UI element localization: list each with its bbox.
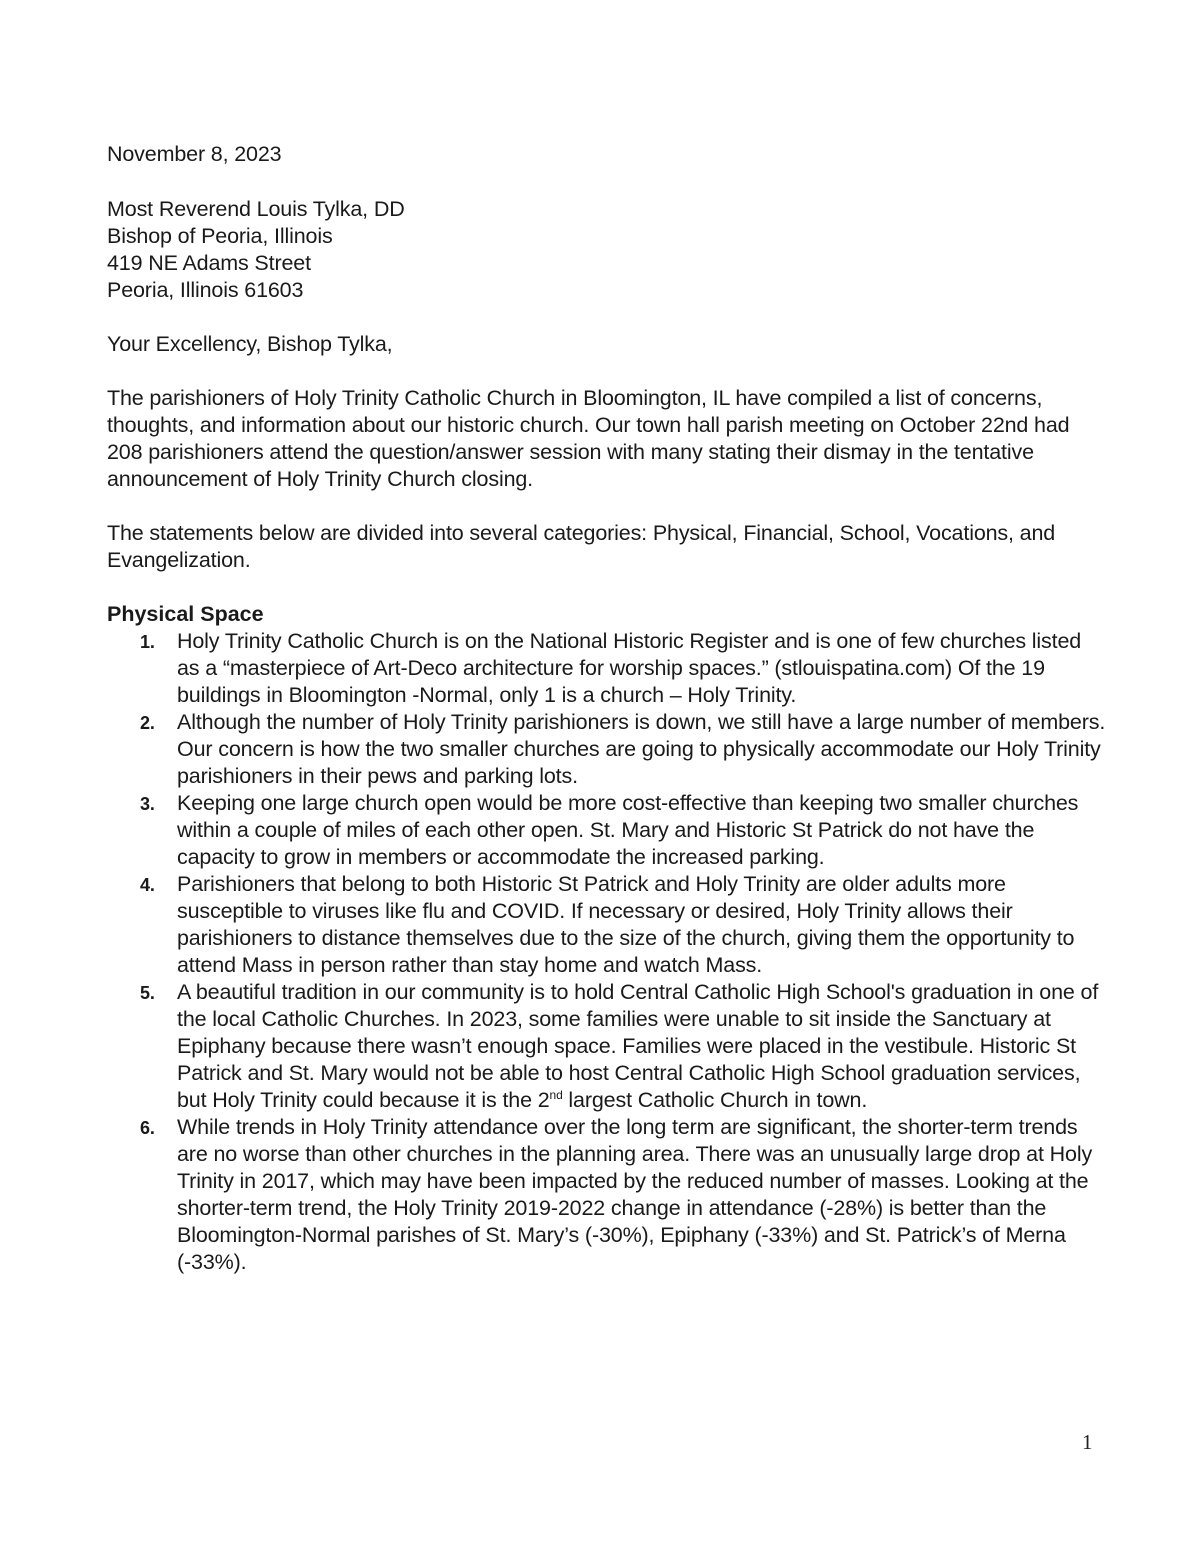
list-item-text-part: largest Catholic Church in town.: [562, 1088, 868, 1112]
section-heading-physical-space: Physical Space: [107, 602, 264, 626]
recipient-city: Peoria, Illinois 61603: [107, 278, 304, 302]
list-item-text-part: A beautiful tradition in our community is to hold Central Catholic High School's graduation in one of the local Catholic Churches. In 2023, some families were unable to sit inside the Sanctuary at Epiphany because there wasn’t enough space. Families were placed in the vestibule. Historic St Patrick and St. Mary would not be able to host Central Catholic High School graduation services, but Holy Trinity could because it is the 2: [177, 980, 1099, 1112]
list-item: [107, 979, 1107, 1114]
list-item-text: [177, 979, 1107, 1114]
intro-paragraph: The parishioners of Holy Trinity Catholic Church in Bloomington, IL have compiled a list of concerns, thoughts, and information about our historic church. Our town hall parish meeting on October 22nd had 208 parishioners attend the question/answer session with many stating their dismay in the tentative announcement of Holy Trinity Church closing.: [107, 386, 1070, 491]
recipient-title: Bishop of Peoria, Illinois: [107, 224, 333, 248]
list-item-text: Parishioners that belong to both Historic St Patrick and Holy Trinity are older adults more susceptible to viruses like flu and COVID. If necessary or desired, Holy Trinity allows their parishioners to distance themselves due to the size of the church, giving them the opportunity to attend Mass in person rather than stay home and watch Mass.: [177, 872, 1075, 977]
list-item-number: 4.: [140, 875, 155, 895]
list-item-text: Keeping one large church open would be more cost-effective than keeping two smaller churches within a couple of miles of each other open. St. Mary and Historic St Patrick do not have the capacity to grow in members or accommodate the increased parking.: [177, 791, 1079, 869]
list-item-text: Although the number of Holy Trinity parishioners is down, we still have a large number of members. Our concern is how the two smaller churches are going to physically accommodate our Holy Trinity parishioners in their pews and parking lots.: [177, 710, 1106, 788]
recipient-address: [107, 196, 1107, 304]
physical-space-list: [107, 628, 1107, 1276]
list-item: [107, 709, 1107, 790]
list-item-number: 5.: [140, 983, 155, 1003]
categories-paragraph: The statements below are divided into several categories: Physical, Financial, School, Vocations, and Evangelization.: [107, 521, 1056, 572]
ordinal-superscript: nd: [549, 1088, 563, 1102]
list-item-number: 2.: [140, 713, 155, 733]
recipient-name: Most Reverend Louis Tylka, DD: [107, 197, 405, 221]
salutation: Your Excellency, Bishop Tylka,: [107, 332, 393, 356]
letter-date: November 8, 2023: [107, 142, 282, 166]
list-item: [107, 1114, 1107, 1276]
list-item: [107, 628, 1107, 709]
list-item: [107, 871, 1107, 979]
list-item-text: Holy Trinity Catholic Church is on the National Historic Register and is one of few churches listed as a “masterpiece of Art-Deco architecture for worship spaces.” (stlouispatina.com) Of the 19 buildings in Bloomington -Normal, only 1 is a church – Holy Trinity.: [177, 629, 1082, 707]
list-item: [107, 790, 1107, 871]
list-item-number: 3.: [140, 794, 155, 814]
recipient-street: 419 NE Adams Street: [107, 251, 311, 275]
list-item-text: While trends in Holy Trinity attendance over the long term are significant, the shorter-term trends are no worse than other churches in the planning area. There was an unusually large drop at Holy Trinity in 2017, which may have been impacted by the reduced number of masses. Looking at the shorter-term trend, the Holy Trinity 2019-2022 change in attendance (-28%) is better than the Bloomington-Normal parishes of St. Mary’s (-30%), Epiphany (-33%) and St. Patrick’s of Merna (-33%).: [177, 1115, 1093, 1274]
list-item-number: 1.: [140, 632, 155, 652]
page-number: 1: [1082, 1430, 1093, 1454]
list-item-number: 6.: [140, 1118, 155, 1138]
